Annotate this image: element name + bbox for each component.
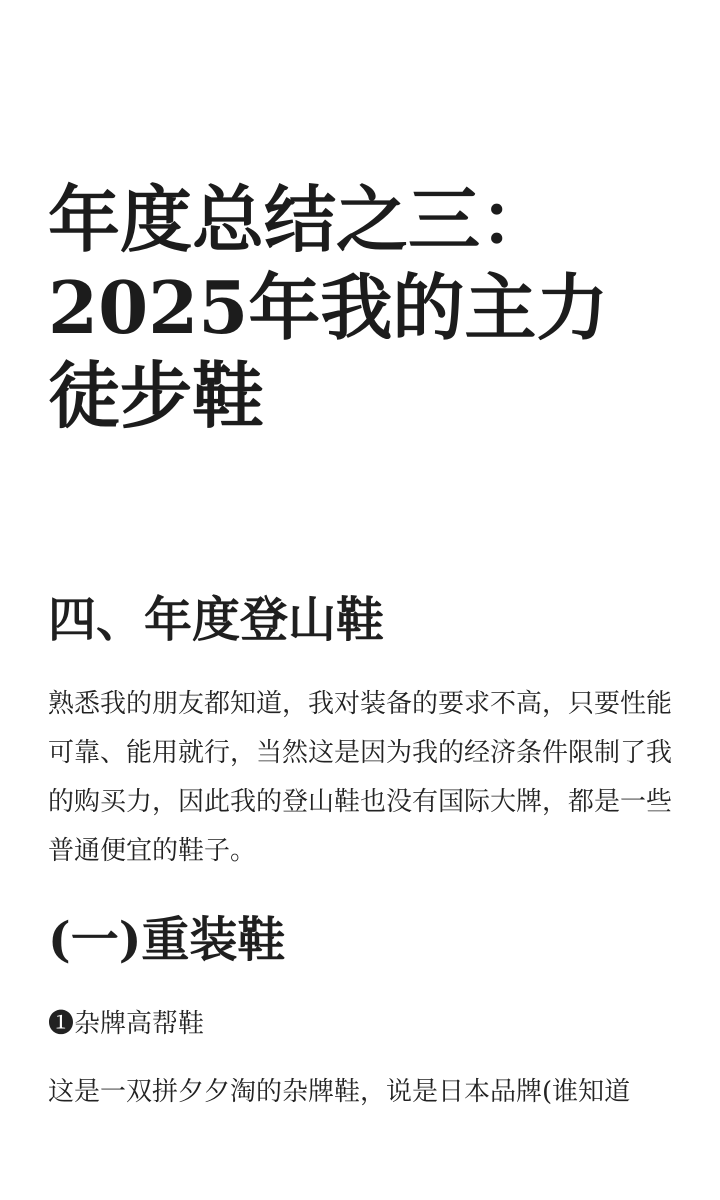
paragraph-intro: 熟悉我的朋友都知道，我对装备的要求不高，只要性能可靠、能用就行，当然这是因为我的经济条件限制了我的购买力，因此我的登山鞋也没有国际大牌，都是一些普通便宜的鞋子。 <box>48 689 673 866</box>
sub-heading-heavy-shoes: (一)重装鞋 <box>48 912 286 968</box>
section-heading: 四、年度登山鞋 <box>48 592 385 648</box>
paragraph-item-description: 这是一双拼夕夕淘的杂牌鞋，说是日本品牌(谁知道 <box>48 1077 631 1107</box>
article-title-line-1: 年度总结之三： <box>48 177 553 262</box>
article-title-line-2: 2025年我的主力 <box>48 265 609 350</box>
article-title <box>48 176 648 440</box>
item-title: ❶杂牌高帮鞋 <box>48 1009 205 1039</box>
article-title-line-3: 徒步鞋 <box>48 353 265 438</box>
